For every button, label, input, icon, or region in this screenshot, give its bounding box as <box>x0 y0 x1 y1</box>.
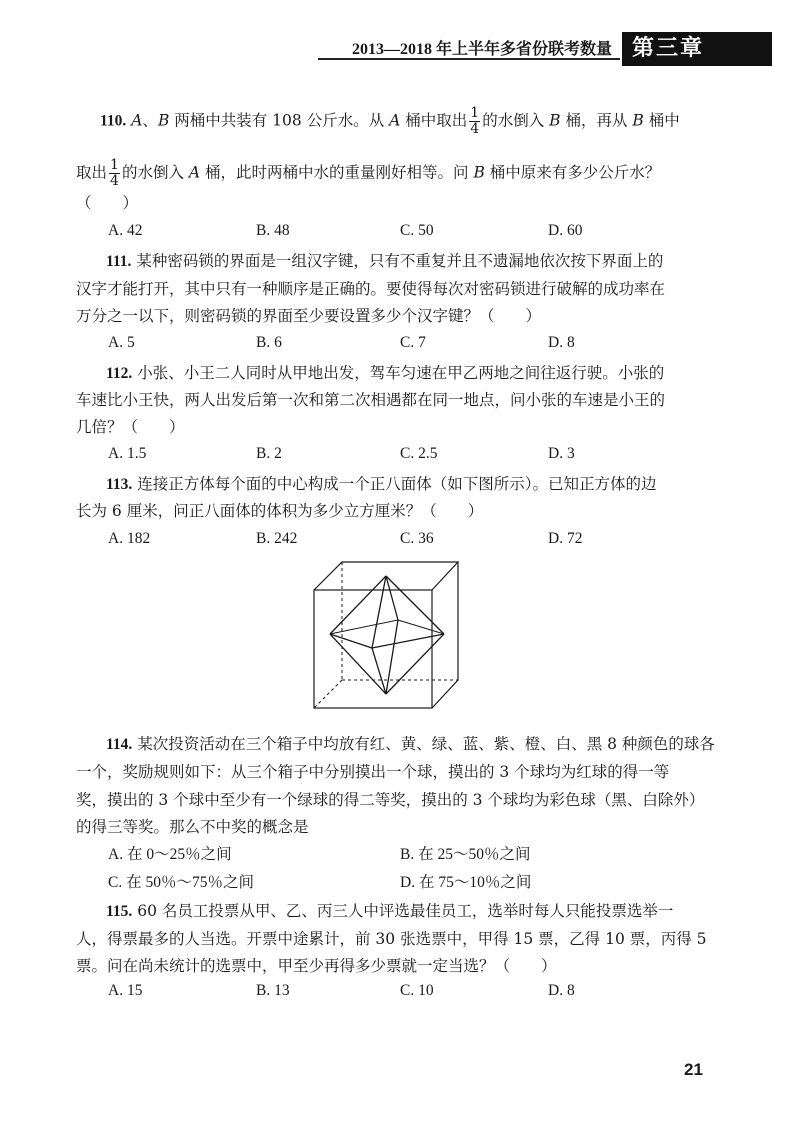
q111-line-3: 万分之一以下，则密码锁的界面至少要设置多少个汉字键？（ ） <box>76 307 542 325</box>
q115-line-2: 人，得票最多的人当选。开票中途累计，前 30 张选票中，甲得 15 票，乙得 10 票，丙得 5 <box>76 930 707 948</box>
question-number: 110. <box>100 112 127 130</box>
q114-option-b: B. 在 25～50％之间 <box>400 846 531 863</box>
q113-option-b: B. 242 <box>256 530 298 547</box>
q112-line-1: 112. 小张、小王二人同时从甲地出发，驾车匀速在甲乙两地之间往返行驶。小张的 <box>106 364 665 382</box>
q113-option-a: A. 182 <box>108 530 151 547</box>
q111-line-2: 汉字才能打开，其中只有一种顺序是正确的。要使得每次对密码锁进行破解的成功率在 <box>76 280 666 298</box>
q114-option-d: D. 在 75～10％之间 <box>400 874 532 891</box>
q110-option-d: D. 60 <box>548 222 583 239</box>
q113-option-c: C. 36 <box>400 530 434 547</box>
q112-option-c: C. 2.5 <box>400 445 438 462</box>
q113-line-2: 长为 6 厘米，问正八面体的体积为多少立方厘米？（ ） <box>76 502 484 520</box>
q115-option-b: B. 13 <box>256 982 290 999</box>
q114-line-4: 的得三等奖。那么不中奖的概念是 <box>76 818 309 836</box>
running-header-title: 2013—2018 年上半年多省份联考数量 <box>351 41 612 58</box>
q110-line-3: （ ） <box>76 194 139 212</box>
q111-option-d: D. 8 <box>548 334 575 351</box>
q112-option-b: B. 2 <box>256 445 282 462</box>
q110-option-a: A. 42 <box>108 222 143 239</box>
q115-line-1: 115. 60 名员工投票从甲、乙、丙三人中评选最佳员工，选举时每人只能投票选举一 <box>106 902 674 920</box>
q112-line-3: 几倍？（ ） <box>76 418 185 436</box>
q111-line-1: 111. 某种密码锁的界面是一组汉字键，只有不重复并且不遗漏地依次按下界面上的 <box>106 252 664 270</box>
q110-line-2: 取出 $\frac{1}{4}$ 的水倒入 A 桶，此时两桶中水的重量刚好相等。问 B 桶中原来有多少公斤水？ <box>76 157 661 189</box>
q115-option-a: A. 15 <box>108 982 143 999</box>
header-rule <box>318 58 620 60</box>
q114-line-2: 一个，奖励规则如下：从三个箱子中分别摸出一个球，摸出的 3 个球均为红球的得一等 <box>76 763 670 781</box>
q112-option-d: D. 3 <box>548 445 575 462</box>
q114-line-1: 114. 某次投资活动在三个箱子中均放有红、黄、绿、蓝、紫、橙、白、黑 8 种颜色的球各 <box>106 735 715 753</box>
q114-option-c: C. 在 50％～75％之间 <box>108 874 254 891</box>
q110-option-b: B. 48 <box>256 222 290 239</box>
q115-option-d: D. 8 <box>548 982 575 999</box>
q111-option-c: C. 7 <box>400 334 426 351</box>
q114-option-a: A. 在 0～25％之间 <box>108 846 232 863</box>
q115-line-3: 票。问在尚未统计的选票中，甲至少再得多少票就一定当选？（ ） <box>76 957 557 975</box>
q115-option-c: C. 10 <box>400 982 434 999</box>
q113-option-d: D. 72 <box>548 530 583 547</box>
octahedron <box>330 576 444 694</box>
q110-option-c: C. 50 <box>400 222 434 239</box>
fraction-one-quarter: $\frac{1}{4}$ <box>470 105 480 137</box>
fraction-one-quarter: $\frac{1}{4}$ <box>110 157 119 189</box>
q111-option-b: B. 6 <box>256 334 282 351</box>
q112-option-a: A. 1.5 <box>108 445 147 462</box>
chapter-tab: 第三章 <box>622 32 772 66</box>
q113-line-1: 113. 连接正方体每个面的中心构成一个正八面体（如下图所示）。已知正方体的边 <box>106 475 657 493</box>
q111-option-a: A. 5 <box>108 334 135 351</box>
q112-line-2: 车速比小王快，两人出发后第一次和第二次相遇都在同一地点，问小张的车速是小王的 <box>76 391 666 409</box>
q110-line-1: 110. A、B 两桶中共装有 108 公斤水。从 A 桶中取出 $\frac{1}{4}$ 的水倒入 B 桶，再从 B 桶中 <box>100 105 680 137</box>
page-number: 21 <box>684 1060 703 1079</box>
cube-octahedron-figure <box>312 560 460 710</box>
q114-line-3: 奖，摸出的 3 个球中至少有一个绿球的得二等奖，摸出的 3 个球均为彩色球（黑、白除外） <box>76 791 705 809</box>
